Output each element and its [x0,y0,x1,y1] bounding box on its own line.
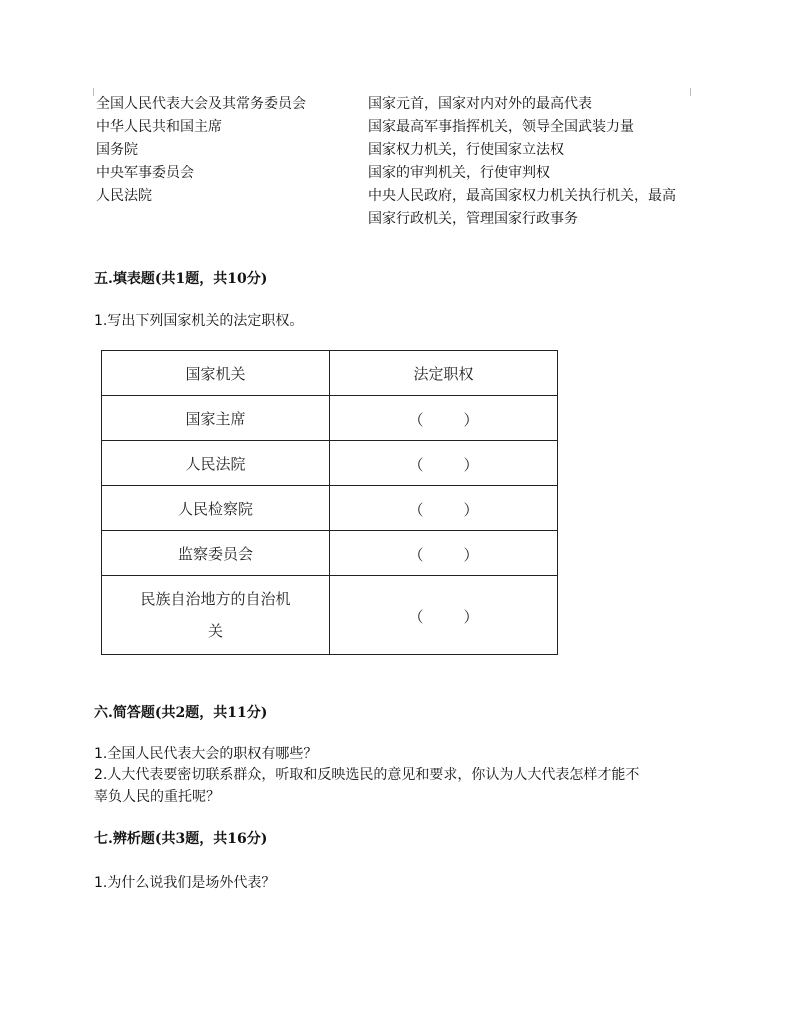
blank-open: （ [408,501,424,519]
blank-close: ） [463,608,479,626]
table-row [102,486,558,531]
organ-cell: 监察委员会 [102,531,330,576]
section-5-title: 五.填表题(共1题，共10分) [94,271,268,287]
header-organ: 国家机关 [102,351,330,396]
matching-left-item: 国务院 [96,142,138,158]
organ-line: 关 [207,622,223,640]
answer-blank[interactable] [330,531,558,576]
blank-open: （ [408,608,424,626]
section-6-question-1: 1.全国人民代表大会的职权有哪些？ [94,746,318,762]
matching-right-item: 国家的审判机关，行使审判权 [368,165,550,181]
matching-right-column [368,93,676,231]
blank-open: （ [408,411,424,429]
answer-blank[interactable] [330,441,558,486]
blank-open: （ [408,456,424,474]
matching-left-item: 中华人民共和国主席 [96,119,222,135]
blank-open: （ [408,546,424,564]
answer-blank[interactable] [330,396,558,441]
answer-blank[interactable] [330,486,558,531]
table-header-row [102,351,558,396]
section-6-question-2-line-1: 2.人大代表要密切联系群众，听取和反映选民的意见和要求，你认为人大代表怎样才能不 [94,767,640,783]
table-row [102,531,558,576]
table-row [102,441,558,486]
matching-right-item: 国家行政机关，管理国家行政事务 [368,211,578,227]
organ-cell: 国家主席 [102,396,330,441]
matching-right-item: 国家元首，国家对内对外的最高代表 [368,96,592,112]
table-row [102,396,558,441]
answer-blank[interactable] [330,576,558,655]
blank-close: ） [463,456,479,474]
section-7-title: 七.辨析题(共3题，共16分) [94,831,268,847]
section-6-question-2-line-2: 辜负人民的重托呢？ [94,789,220,805]
organ-cell [102,576,330,655]
organ-cell: 人民法院 [102,441,330,486]
matching-left-item: 人民法院 [96,188,152,204]
corner-mark-left [93,88,94,96]
blank-close: ） [463,411,479,429]
matching-left-column [96,93,306,208]
section-6-title: 六.简答题(共2题，共11分) [94,705,268,721]
table-row [102,576,558,655]
blank-close: ） [463,546,479,564]
matching-left-item: 全国人民代表大会及其常务委员会 [96,96,306,112]
blank-close: ） [463,501,479,519]
matching-right-item: 国家最高军事指挥机关，领导全国武装力量 [368,119,634,135]
corner-mark-right [690,88,691,96]
organ-cell: 人民检察院 [102,486,330,531]
section-7-question-1: 1.为什么说我们是场外代表？ [94,875,276,891]
matching-right-item: 国家权力机关，行使国家立法权 [368,142,564,158]
organ-line: 民族自治地方的自治机 [140,590,291,608]
matching-left-item: 中央军事委员会 [96,165,194,181]
header-powers: 法定职权 [330,351,558,396]
powers-table [101,350,558,655]
section-5-question-1: 1.写出下列国家机关的法定职权。 [94,313,304,329]
matching-right-item: 中央人民政府，最高国家权力机关执行机关，最高 [368,188,676,204]
